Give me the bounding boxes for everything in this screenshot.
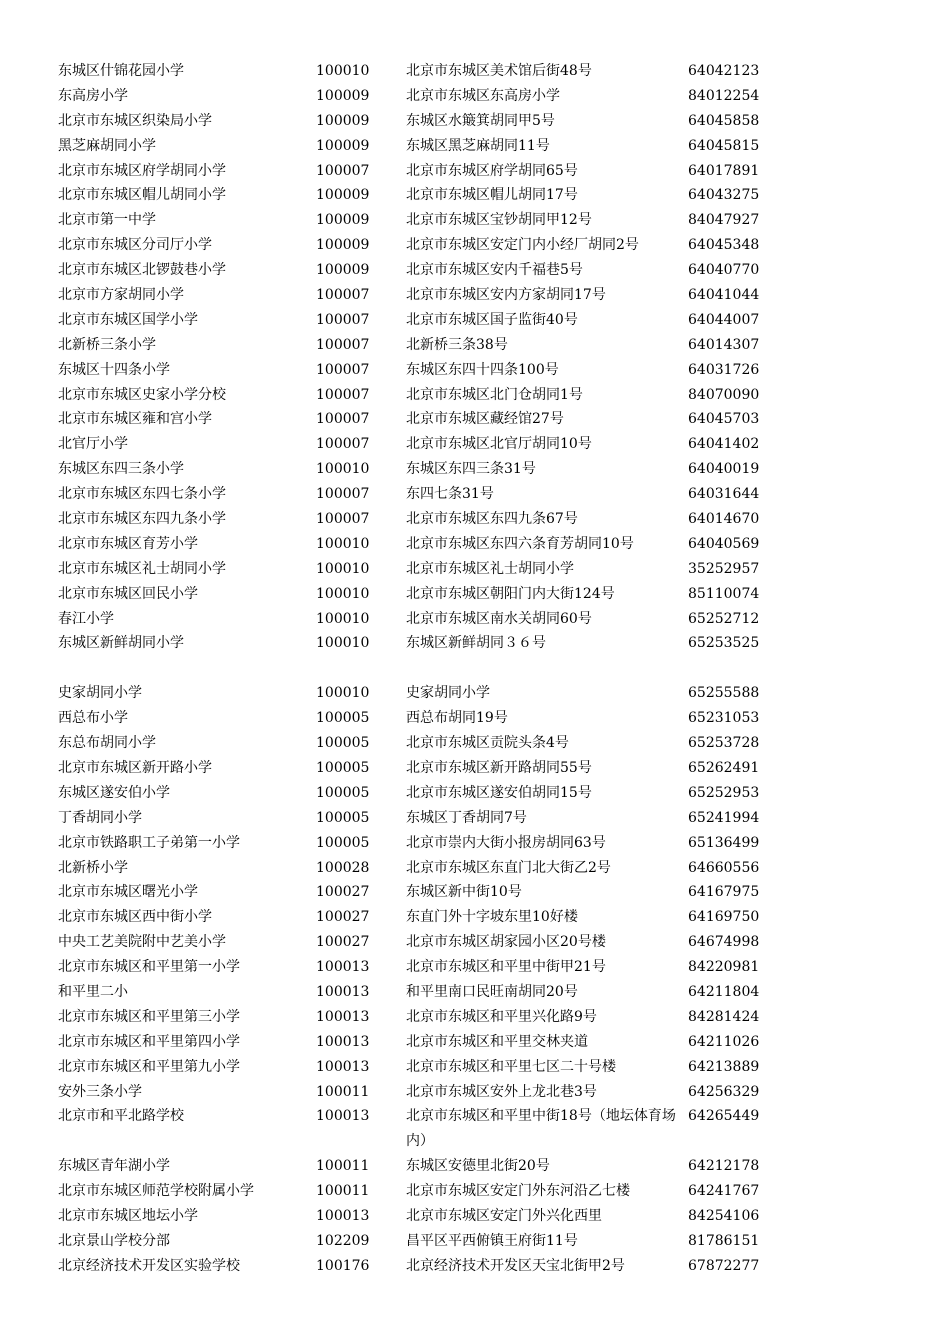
- table-row: [58, 631, 778, 656]
- table-row: [58, 134, 778, 159]
- phone-cell: 84070090: [688, 386, 760, 403]
- table-row: [58, 159, 778, 184]
- phone-cell: 64045703: [688, 411, 760, 428]
- table-row: [58, 955, 778, 980]
- postcode-cell: 100007: [316, 511, 370, 528]
- address-cell: 北京市东城区宝钞胡同甲12号: [406, 212, 592, 229]
- address-cell: 北京市东城区和平里交林夹道: [406, 1033, 588, 1050]
- table-row: [58, 831, 778, 856]
- table-row: [58, 258, 778, 283]
- table-row: [58, 856, 778, 881]
- school-name-cell: 北京市东城区帽儿胡同小学: [58, 187, 226, 204]
- table-row: [58, 233, 778, 258]
- address-cell: 北京市东城区南水关胡同60号: [406, 610, 592, 627]
- table-row: [58, 407, 778, 432]
- table-row: [58, 1080, 778, 1105]
- school-name-cell: 北新桥三条小学: [58, 336, 156, 353]
- table-row: [58, 781, 778, 806]
- table-row: [58, 1229, 778, 1254]
- phone-cell: 65252712: [688, 610, 760, 627]
- postcode-cell: 100007: [316, 386, 370, 403]
- postcode-cell: 100013: [316, 1207, 370, 1224]
- address-cell: 北京市东城区国子监街40号: [406, 311, 578, 328]
- postcode-cell: 100007: [316, 336, 370, 353]
- phone-cell: 85110074: [688, 585, 760, 602]
- table-row: [58, 905, 778, 930]
- address-cell: 和平里南口民旺南胡同20号: [406, 983, 578, 1000]
- address-cell: 北京市东城区和平里七区二十号楼: [406, 1058, 616, 1075]
- phone-cell: 84254106: [688, 1207, 760, 1224]
- school-name-cell: 东高房小学: [58, 87, 128, 104]
- school-name-cell: 北京市东城区东四七条小学: [58, 486, 226, 503]
- address-cell: 西总布胡同19号: [406, 710, 508, 727]
- school-name-cell: 东城区十四条小学: [58, 361, 170, 378]
- table-row: [58, 656, 778, 681]
- phone-cell: 64211026: [688, 1033, 760, 1050]
- postcode-cell: 100005: [316, 735, 370, 752]
- phone-cell: 84220981: [688, 959, 760, 976]
- postcode-cell: 100013: [316, 983, 370, 1000]
- phone-cell: 64040569: [688, 535, 760, 552]
- table-row: [58, 308, 778, 333]
- school-name-cell: 东城区东四三条小学: [58, 461, 184, 478]
- table-row: [58, 358, 778, 383]
- table-row: [58, 532, 778, 557]
- table-row: [58, 557, 778, 582]
- postcode-cell: 100009: [316, 237, 370, 254]
- phone-cell: [688, 656, 778, 681]
- postcode-cell: 100010: [316, 560, 370, 577]
- postcode-cell: 100009: [316, 262, 370, 279]
- address-cell: 东城区丁香胡同7号: [406, 809, 527, 826]
- postcode-cell: 100028: [316, 859, 370, 876]
- postcode-cell: 100009: [316, 137, 370, 154]
- table-row: [58, 1030, 778, 1055]
- school-name-cell: 东城区青年湖小学: [58, 1158, 170, 1175]
- school-name-cell: 北京市第一中学: [58, 212, 156, 229]
- address-cell: 北京市东城区和平里中街甲21号: [406, 959, 606, 976]
- phone-cell: 64265449: [688, 1108, 760, 1125]
- table-row: [58, 980, 778, 1005]
- address-cell: 北京市东城区安内方家胡同17号: [406, 287, 606, 304]
- phone-cell: 65136499: [688, 834, 760, 851]
- address-cell: 东城区东四十四条100号: [406, 361, 559, 378]
- phone-cell: 64031726: [688, 361, 760, 378]
- address-cell: 昌平区平西俯镇王府街11号: [406, 1232, 578, 1249]
- address-cell: 东四七条31号: [406, 486, 494, 503]
- school-name-cell: 北京市东城区地坛小学: [58, 1207, 198, 1224]
- school-name-cell: 北官厅小学: [58, 436, 128, 453]
- postcode-cell: 100007: [316, 311, 370, 328]
- address-cell: 北京市东城区和平里兴化路9号: [406, 1008, 597, 1025]
- address-cell: 北京市东城区东直门北大街乙2号: [406, 859, 611, 876]
- postcode-cell: 100010: [316, 585, 370, 602]
- school-name-cell: 安外三条小学: [58, 1083, 142, 1100]
- phone-cell: 84047927: [688, 212, 760, 229]
- school-name-cell: 北京经济技术开发区实验学校: [58, 1257, 240, 1274]
- postcode-cell: 100009: [316, 112, 370, 129]
- school-name-cell: 东城区什锦花园小学: [58, 63, 184, 79]
- address-cell: 北京市东城区东四九条67号: [406, 511, 578, 528]
- postcode-cell: 100027: [316, 934, 370, 951]
- address-cell: 北京市东城区东四六条育芳胡同10号: [406, 535, 634, 552]
- school-name-cell: 北京市东城区府学胡同小学: [58, 162, 226, 179]
- table-row: [58, 880, 778, 905]
- phone-cell: 65231053: [688, 710, 760, 727]
- school-name-cell: 和平里二小: [58, 983, 128, 1000]
- table-row: [58, 482, 778, 507]
- postcode-cell: 100005: [316, 710, 370, 727]
- postcode-cell: 100010: [316, 535, 370, 552]
- address-cell: 北京市东城区遂安伯胡同15号: [406, 784, 592, 801]
- school-name-cell: 东城区遂安伯小学: [58, 784, 170, 801]
- table-row: [58, 383, 778, 408]
- address-cell: 北京市东城区北门仓胡同1号: [406, 386, 583, 403]
- school-name-cell: 北京市东城区国学小学: [58, 311, 198, 328]
- phone-cell: 67872277: [688, 1257, 760, 1274]
- phone-cell: 64017891: [688, 162, 760, 179]
- table-row: [58, 706, 778, 731]
- address-cell: 北京市东城区贡院头条4号: [406, 735, 569, 752]
- address-cell: 北京市东城区北官厅胡同10号: [406, 436, 592, 453]
- school-name-cell: 北京市东城区和平里第四小学: [58, 1033, 240, 1050]
- postcode-cell: 100009: [316, 212, 370, 229]
- table-row: [58, 1005, 778, 1030]
- address-cell: 北京市东城区安定门外兴化西里: [406, 1207, 602, 1224]
- school-name-cell: 北京市东城区分司厅小学: [58, 237, 212, 254]
- phone-cell: 64167975: [688, 884, 760, 901]
- table-row: [58, 1104, 778, 1154]
- postcode-cell: 100010: [316, 461, 370, 478]
- postcode-cell: 100007: [316, 411, 370, 428]
- school-name-cell: 丁香胡同小学: [58, 809, 142, 826]
- postcode-cell: 100005: [316, 834, 370, 851]
- table-row: [58, 109, 778, 134]
- table-row: [58, 333, 778, 358]
- address-cell: 北京市东城区帽儿胡同17号: [406, 187, 578, 204]
- address-cell: 北京市东城区新开路胡同55号: [406, 759, 592, 776]
- postcode-cell: 100010: [316, 63, 370, 79]
- phone-cell: 64014307: [688, 336, 760, 353]
- school-name-cell: [58, 656, 316, 681]
- school-name-cell: 北京市东城区西中街小学: [58, 909, 212, 926]
- address-cell: 北京市东城区礼士胡同小学: [406, 560, 574, 577]
- postcode-cell: 100007: [316, 436, 370, 453]
- address-cell: 北京市东城区美术馆后街48号: [406, 63, 592, 79]
- address-cell: 北京市东城区安定门外东河沿乙七楼: [406, 1183, 630, 1200]
- school-name-cell: 春江小学: [58, 610, 114, 627]
- school-name-cell: 北京市东城区东四九条小学: [58, 511, 226, 528]
- address-cell: 东城区新鲜胡同３６号: [406, 635, 546, 652]
- postcode-cell: 100005: [316, 784, 370, 801]
- school-table: [58, 59, 778, 1279]
- address-cell: 北京市东城区胡家园小区20号楼: [406, 934, 606, 951]
- address-cell: 东直门外十字坡东里10好楼: [406, 909, 578, 926]
- postcode-cell: 100013: [316, 959, 370, 976]
- school-name-cell: 北京市东城区回民小学: [58, 585, 198, 602]
- school-name-cell: 北京市铁路职工子弟第一小学: [58, 834, 240, 851]
- school-name-cell: 北京市东城区育芳小学: [58, 535, 198, 552]
- school-name-cell: 北京景山学校分部: [58, 1232, 170, 1249]
- table-row: [58, 607, 778, 632]
- phone-cell: 64211804: [688, 983, 760, 1000]
- phone-cell: 84281424: [688, 1008, 760, 1025]
- phone-cell: 64213889: [688, 1058, 760, 1075]
- school-name-cell: 北京市东城区新开路小学: [58, 759, 212, 776]
- phone-cell: 64040019: [688, 461, 760, 478]
- address-cell: 北京市东城区朝阳门内大街124号: [406, 585, 615, 602]
- postcode-cell: 100013: [316, 1008, 370, 1025]
- postcode-cell: 100007: [316, 162, 370, 179]
- school-name-cell: 北京市和平北路学校: [58, 1108, 184, 1125]
- postcode-cell: 102209: [316, 1232, 370, 1249]
- school-name-cell: 北京市东城区师范学校附属小学: [58, 1183, 254, 1200]
- postcode-cell: 100005: [316, 759, 370, 776]
- phone-cell: 64241767: [688, 1183, 760, 1200]
- postcode-cell: 100011: [316, 1158, 370, 1175]
- school-name-cell: 东城区新鲜胡同小学: [58, 635, 184, 652]
- school-name-cell: 北京市东城区史家小学分校: [58, 386, 226, 403]
- address-cell: 北京经济技术开发区天宝北街甲2号: [406, 1257, 625, 1274]
- table-row: [58, 507, 778, 532]
- table-row: [58, 84, 778, 109]
- phone-cell: 65255588: [688, 685, 760, 702]
- postcode-cell: 100007: [316, 287, 370, 304]
- address-cell: 北京市东城区安内千福巷5号: [406, 262, 583, 279]
- phone-cell: 81786151: [688, 1232, 760, 1249]
- address-cell: 北京市东城区安外上龙北巷3号: [406, 1083, 597, 1100]
- address-cell: 东城区东四三条31号: [406, 461, 536, 478]
- table-row: [58, 930, 778, 955]
- table-row: [58, 183, 778, 208]
- table-row: [58, 731, 778, 756]
- address-cell: 北京市东城区安定门内小经厂胡同2号: [406, 237, 639, 254]
- postcode-cell: 100005: [316, 809, 370, 826]
- address-cell: 北京市东城区东高房小学: [406, 87, 560, 104]
- postcode-cell: 100009: [316, 87, 370, 104]
- school-name-cell: 西总布小学: [58, 710, 128, 727]
- school-name-cell: 北京市东城区礼士胡同小学: [58, 560, 226, 577]
- school-name-cell: 北京市东城区雍和宫小学: [58, 411, 212, 428]
- phone-cell: 64256329: [688, 1083, 760, 1100]
- table-row: [58, 1154, 778, 1179]
- phone-cell: 64041044: [688, 287, 760, 304]
- postcode-cell: 100027: [316, 884, 370, 901]
- phone-cell: 64040770: [688, 262, 760, 279]
- table-row: [58, 283, 778, 308]
- school-name-cell: 中央工艺美院附中艺美小学: [58, 934, 226, 951]
- postcode-cell: 100010: [316, 685, 370, 702]
- address-cell: 北京市东城区藏经馆27号: [406, 411, 564, 428]
- phone-cell: 64031644: [688, 486, 760, 503]
- table-row: [58, 457, 778, 482]
- table-row: [58, 1055, 778, 1080]
- school-name-cell: 北京市方家胡同小学: [58, 287, 184, 304]
- address-cell: 东城区水簸箕胡同甲5号: [406, 112, 555, 129]
- phone-cell: 65253525: [688, 635, 760, 652]
- school-name-cell: 黑芝麻胡同小学: [58, 137, 156, 154]
- phone-cell: 64674998: [688, 934, 760, 951]
- phone-cell: 65253728: [688, 735, 760, 752]
- table-row: [58, 681, 778, 706]
- address-cell: 东城区安德里北街20号: [406, 1158, 550, 1175]
- postcode-cell: 100013: [316, 1033, 370, 1050]
- phone-cell: 64660556: [688, 859, 760, 876]
- phone-cell: 64045815: [688, 137, 760, 154]
- address-cell: 北京市东城区和平里中街18号（地坛体育场内）: [406, 1108, 676, 1150]
- address-cell: 北京市崇内大街小报房胡同63号: [406, 834, 606, 851]
- phone-cell: 84012254: [688, 87, 760, 104]
- table-row: [58, 59, 778, 84]
- table-row: [58, 1204, 778, 1229]
- phone-cell: 64044007: [688, 311, 760, 328]
- postcode-cell: 100013: [316, 1058, 370, 1075]
- postcode-cell: 100009: [316, 187, 370, 204]
- address-cell: 东城区黑芝麻胡同11号: [406, 137, 550, 154]
- address-cell: 东城区新中街10号: [406, 884, 522, 901]
- phone-cell: 64045348: [688, 237, 760, 254]
- phone-cell: 64042123: [688, 63, 760, 79]
- school-name-cell: 北京市东城区北锣鼓巷小学: [58, 262, 226, 279]
- phone-cell: 64169750: [688, 909, 760, 926]
- postcode-cell: 100007: [316, 486, 370, 503]
- phone-cell: 64043275: [688, 187, 760, 204]
- phone-cell: 64212178: [688, 1158, 760, 1175]
- table-row: [58, 432, 778, 457]
- address-cell: 史家胡同小学: [406, 685, 490, 702]
- school-name-cell: 北新桥小学: [58, 859, 128, 876]
- school-name-cell: 北京市东城区和平里第九小学: [58, 1058, 240, 1075]
- address-cell: 北新桥三条38号: [406, 336, 508, 353]
- postcode-cell: 100176: [316, 1257, 370, 1274]
- phone-cell: 64041402: [688, 436, 760, 453]
- postcode-cell: 100010: [316, 635, 370, 652]
- school-name-cell: 北京市东城区曙光小学: [58, 884, 198, 901]
- phone-cell: 35252957: [688, 560, 760, 577]
- address-cell: [406, 656, 688, 681]
- school-name-cell: 北京市东城区和平里第一小学: [58, 959, 240, 976]
- phone-cell: 65252953: [688, 784, 760, 801]
- phone-cell: 65241994: [688, 809, 760, 826]
- table-row: [58, 582, 778, 607]
- postcode-cell: 100013: [316, 1108, 370, 1125]
- postcode-cell: 100011: [316, 1183, 370, 1200]
- school-name-cell: 北京市东城区和平里第三小学: [58, 1008, 240, 1025]
- address-cell: 北京市东城区府学胡同65号: [406, 162, 578, 179]
- phone-cell: 64014670: [688, 511, 760, 528]
- postcode-cell: [316, 656, 406, 681]
- phone-cell: 65262491: [688, 759, 760, 776]
- postcode-cell: 100007: [316, 361, 370, 378]
- table-row: [58, 806, 778, 831]
- phone-cell: 64045858: [688, 112, 760, 129]
- table-row: [58, 756, 778, 781]
- postcode-cell: 100010: [316, 610, 370, 627]
- postcode-cell: 100027: [316, 909, 370, 926]
- table-row: [58, 1254, 778, 1279]
- school-name-cell: 北京市东城区织染局小学: [58, 112, 212, 129]
- table-row: [58, 208, 778, 233]
- school-name-cell: 史家胡同小学: [58, 685, 142, 702]
- table-row: [58, 1179, 778, 1204]
- school-name-cell: 东总布胡同小学: [58, 735, 156, 752]
- postcode-cell: 100011: [316, 1083, 370, 1100]
